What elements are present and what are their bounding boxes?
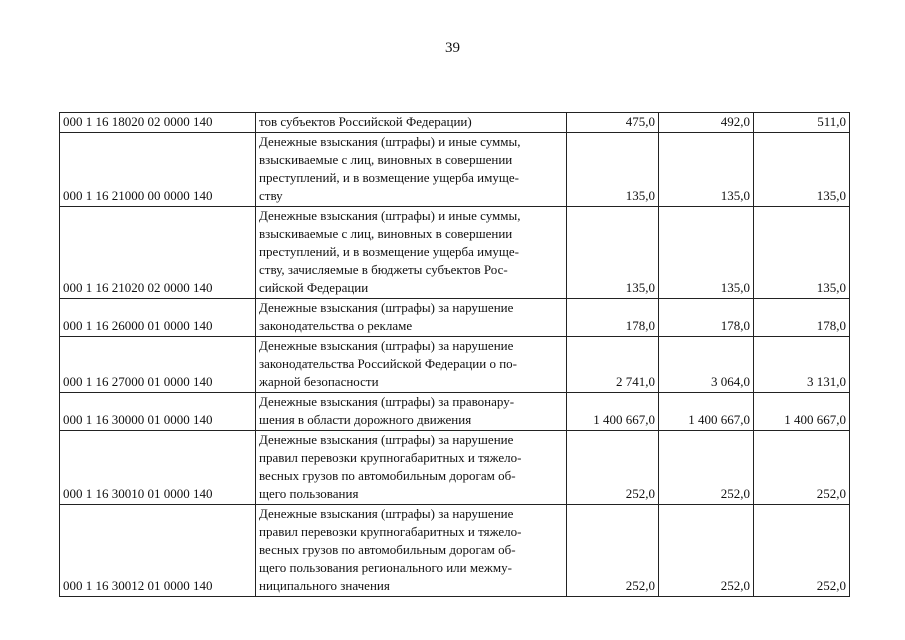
value-cell-year-2: 178,0 (659, 299, 754, 337)
name-line: Денежные взыскания (штрафы) за нарушение (259, 506, 514, 521)
revenue-name-cell (256, 299, 567, 337)
revenue-name-cell (256, 337, 567, 393)
name-line: тов субъектов Российской Федерации) (259, 114, 472, 129)
revenue-name-cell (256, 393, 567, 431)
revenue-name-cell (256, 113, 567, 133)
table-row (60, 299, 850, 337)
table-row (60, 431, 850, 505)
value-cell-year-1: 252,0 (567, 431, 659, 505)
name-line: ству (259, 188, 283, 203)
revenue-name-cell (256, 207, 567, 299)
name-line: шения в области дорожного движения (259, 412, 472, 427)
value-cell-year-1: 135,0 (567, 207, 659, 299)
table-row (60, 207, 850, 299)
table-row (60, 505, 850, 597)
budget-code-cell: 000 1 16 30012 01 0000 140 (60, 505, 256, 597)
value-cell-year-1: 475,0 (567, 113, 659, 133)
name-line: Денежные взыскания (штрафы) за нарушение (259, 432, 514, 447)
value-cell-year-2: 492,0 (659, 113, 754, 133)
name-line: законодательства Российской Федерации о по- (259, 356, 517, 371)
value-cell-year-3: 3 131,0 (754, 337, 850, 393)
value-cell-year-3: 178,0 (754, 299, 850, 337)
revenue-name-cell (256, 431, 567, 505)
budget-code-cell: 000 1 16 21020 02 0000 140 (60, 207, 256, 299)
budget-code-cell: 000 1 16 30010 01 0000 140 (60, 431, 256, 505)
table-row (60, 133, 850, 207)
budget-table (59, 112, 850, 597)
name-line: ниципального значения (259, 578, 390, 593)
table-row (60, 113, 850, 133)
value-cell-year-2: 3 064,0 (659, 337, 754, 393)
value-cell-year-1: 252,0 (567, 505, 659, 597)
value-cell-year-2: 135,0 (659, 207, 754, 299)
name-line: ству, зачисляемые в бюджеты субъектов Рос- (259, 262, 508, 277)
value-cell-year-2: 1 400 667,0 (659, 393, 754, 431)
name-line: Денежные взыскания (штрафы) и иные суммы, (259, 134, 521, 149)
name-line: щего пользования (259, 486, 359, 501)
name-line: сийской Федерации (259, 280, 369, 295)
value-cell-year-2: 252,0 (659, 431, 754, 505)
value-cell-year-3: 252,0 (754, 505, 850, 597)
budget-code-cell: 000 1 16 26000 01 0000 140 (60, 299, 256, 337)
name-line: взыскиваемые с лиц, виновных в совершении (259, 152, 513, 167)
revenue-name-cell (256, 133, 567, 207)
name-line: преступлений, и в возмещение ущерба имуще- (259, 170, 519, 185)
name-line: щего пользования регионального или межму- (259, 560, 512, 575)
value-cell-year-3: 1 400 667,0 (754, 393, 850, 431)
value-cell-year-3: 135,0 (754, 207, 850, 299)
table-row (60, 337, 850, 393)
value-cell-year-3: 252,0 (754, 431, 850, 505)
name-line: Денежные взыскания (штрафы) за нарушение (259, 300, 514, 315)
budget-code-cell: 000 1 16 18020 02 0000 140 (60, 113, 256, 133)
value-cell-year-1: 178,0 (567, 299, 659, 337)
name-line: весных грузов по автомобильным дорогам об- (259, 468, 516, 483)
name-line: Денежные взыскания (штрафы) за нарушение (259, 338, 514, 353)
name-line: жарной безопасности (259, 374, 379, 389)
name-line: Денежные взыскания (штрафы) и иные суммы, (259, 208, 521, 223)
value-cell-year-1: 2 741,0 (567, 337, 659, 393)
name-line: правил перевозки крупногабаритных и тяжело- (259, 450, 522, 465)
name-line: взыскиваемые с лиц, виновных в совершении (259, 226, 513, 241)
value-cell-year-3: 135,0 (754, 133, 850, 207)
table-row (60, 393, 850, 431)
budget-code-cell: 000 1 16 21000 00 0000 140 (60, 133, 256, 207)
value-cell-year-3: 511,0 (754, 113, 850, 133)
name-line: законодательства о рекламе (259, 318, 413, 333)
value-cell-year-1: 1 400 667,0 (567, 393, 659, 431)
value-cell-year-1: 135,0 (567, 133, 659, 207)
name-line: преступлений, и в возмещение ущерба имуще- (259, 244, 519, 259)
value-cell-year-2: 252,0 (659, 505, 754, 597)
name-line: весных грузов по автомобильным дорогам об- (259, 542, 516, 557)
name-line: Денежные взыскания (штрафы) за правонару- (259, 394, 515, 409)
revenue-name-cell (256, 505, 567, 597)
budget-code-cell: 000 1 16 27000 01 0000 140 (60, 337, 256, 393)
value-cell-year-2: 135,0 (659, 133, 754, 207)
name-line: правил перевозки крупногабаритных и тяжело- (259, 524, 522, 539)
page-number: 39 (445, 40, 460, 56)
budget-code-cell: 000 1 16 30000 01 0000 140 (60, 393, 256, 431)
